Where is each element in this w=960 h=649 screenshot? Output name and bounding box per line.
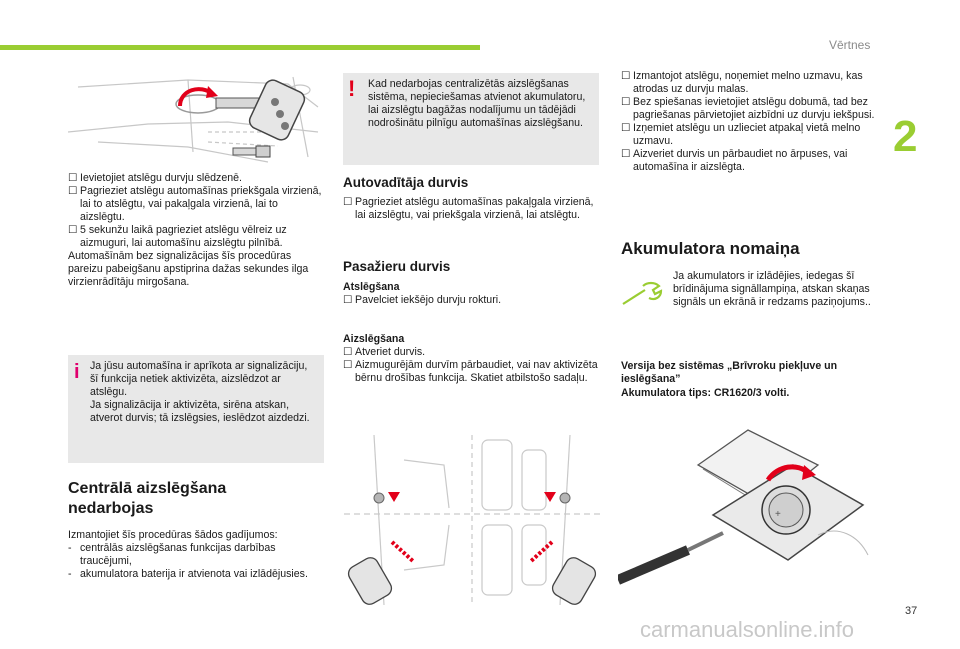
- wrench-icon: [621, 280, 663, 308]
- list-item: ☐ Aizmugurējām durvīm pārbaudiet, vai nav aktivizēta bērnu drošības funkcija. Skatiet atbilstošo sadaļu.: [343, 359, 598, 384]
- info-icon: i: [74, 361, 80, 383]
- checkbox-bullet-icon: ☐: [68, 224, 78, 236]
- list-item: ☐ Pagrieziet atslēgu automašīnas priekšgala virzienā, lai to atslēgtu, vai pakaļgala virzienā, lai to aizslēgtu.: [68, 185, 322, 223]
- list-item: ☐ Pagrieziet atslēgu automašīnas pakaļgala virzienā, lai aizslēgtu, vai priekšgala virzienā, lai atslēgtu.: [343, 196, 594, 221]
- battery-replacement-title: Akumulatora nomaiņa: [621, 239, 800, 258]
- exclamation-icon: !: [348, 76, 356, 101]
- svg-text:+: +: [775, 509, 781, 520]
- list-item: - akumulatora baterija ir atvienota vai izlādējusies.: [68, 568, 308, 580]
- info-text-2: Ja signalizācija ir aktivizēta, sirēna atskan, atverot durvis; tā izslēgsies, ieslēdzot aizdedzi.: [90, 399, 310, 424]
- version-label: Versija bez sistēmas „Brīvroku piekļuve un ieslēgšana”: [621, 360, 838, 385]
- page-number: 37: [905, 605, 918, 617]
- list-item: ☐ 5 sekunžu laikā pagrieziet atslēgu vēlreiz uz aizmuguri, lai automašīnu aizslēgtu pilnībā.: [68, 224, 287, 249]
- info-box: [68, 355, 324, 463]
- checkbox-bullet-icon: ☐: [68, 185, 78, 197]
- central-lock-heading: [68, 479, 324, 519]
- checkbox-bullet-icon: ☐: [621, 96, 631, 108]
- intro-text: Izmantojiet šīs procedūras šādos gadījumos:: [68, 529, 278, 541]
- locking-subtitle: Aizslēgšana: [343, 333, 405, 345]
- checkbox-bullet-icon: ☐: [343, 359, 353, 371]
- key-procedure-list: [68, 172, 324, 289]
- battery-warning-note: Ja akumulators ir izlādējies, iedegas šī brīdinājuma signāllampiņa, atskan skaņas signāls un ekrānā ir redzams paziņojums..: [673, 270, 871, 308]
- list-item: - centrālās aizslēgšanas funkcijas darbības traucējumi,: [68, 542, 276, 567]
- locking-section: [343, 333, 599, 385]
- info-text-1: Ja jūsu automašīna ir aprīkota ar signalizāciju, šī funkcija netiek aktivizēta, aizslēdzot ar atslēgu.: [90, 360, 308, 398]
- checkbox-bullet-icon: ☐: [343, 346, 353, 358]
- checkbox-bullet-icon: ☐: [343, 294, 353, 306]
- unlocking-subtitle: Atslēgšana: [343, 281, 400, 293]
- list-item: ☐ Izņemiet atslēgu un uzlieciet atpakaļ vietā melno uzmavu.: [621, 122, 861, 147]
- warning-text: Kad nedarbojas centralizētās aizslēgšanas sistēma, nepieciešamas atvienot akumulatoru, lai aizslēgtu bagāžas nodalījumu un tādējādi nodrošinātu pilnīgu automašīnas aizslēgšanu.: [368, 78, 586, 129]
- checkbox-bullet-icon: ☐: [621, 70, 631, 82]
- warning-box: [343, 73, 599, 165]
- passenger-lock-procedure: [621, 70, 877, 174]
- checkbox-bullet-icon: ☐: [621, 122, 631, 134]
- passenger-door-title: Pasažieru durvis: [343, 259, 451, 274]
- driver-door-title: Autovadītāja durvis: [343, 175, 469, 190]
- list-item: ☐ Pavelciet iekšējo durvju rokturi.: [343, 294, 502, 306]
- list-item: ☐ Ievietojiet atslēgu durvju slēdzenē.: [68, 172, 242, 184]
- section-title-line2: nedarbojas: [68, 500, 154, 517]
- watermark: carmanualsonline.info: [640, 617, 855, 642]
- list-item: ☐ Aizveriet durvis un pārbaudiet no ārpuses, vai automašīna ir aizslēgta.: [621, 148, 848, 173]
- confirmation-paragraph: Automašīnām bez signalizācijas šīs procedūras pareizu pabeigšanu apstiprina dažas sekundes ilga virzienrādītāju mirgošana.: [68, 250, 309, 288]
- door-lock-illustration: [344, 430, 600, 610]
- checkbox-bullet-icon: ☐: [343, 196, 353, 208]
- unlocking-section: [343, 281, 599, 307]
- section-title-line1: Centrālā aizslēgšana: [68, 480, 227, 497]
- section-header: Vērtnes: [829, 38, 871, 52]
- battery-type: Akumulatora tips: CR1620/3 volti.: [621, 387, 790, 399]
- list-item: ☐ Izmantojot atslēgu, noņemiet melno uzmavu, kas atrodas uz durvju malas.: [621, 70, 863, 95]
- chapter-number: 2: [893, 112, 918, 161]
- list-item: ☐ Bez spiešanas ievietojiet atslēgu dobumā, tad bez pagriešanas pārvietojiet aizbīdni uz durvju iekšpusi.: [621, 96, 875, 121]
- list-item: ☐ Atveriet durvis.: [343, 346, 426, 358]
- door-key-illustration: [68, 62, 324, 170]
- checkbox-bullet-icon: ☐: [621, 148, 631, 160]
- driver-door-list: [343, 196, 599, 222]
- central-lock-body: [68, 529, 324, 581]
- checkbox-bullet-icon: ☐: [68, 172, 78, 184]
- key-battery-illustration: [618, 425, 880, 595]
- accent-bar: [0, 45, 480, 50]
